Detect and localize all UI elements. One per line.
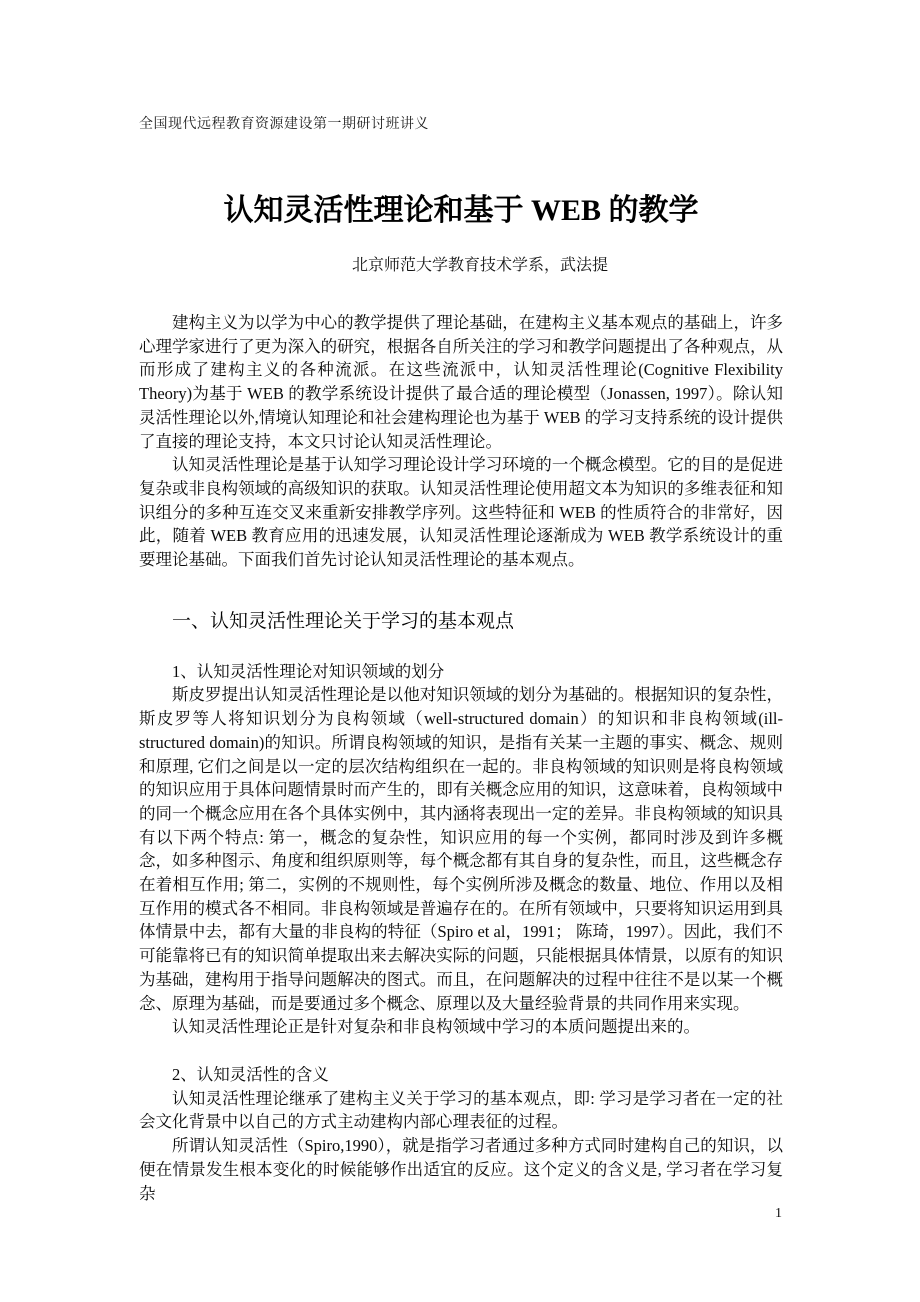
section-1-heading: 一、认知灵活性理论关于学习的基本观点 [172, 610, 515, 632]
intro-paragraph-2: 认知灵活性理论是基于认知学习理论设计学习环境的一个概念模型。它的目的是促进复杂或非良构领域的高级知识的获取。认知灵活性理论使用超文本为知识的多维表征和知识组分的多种互连交叉来重新安排教学序列。这些特征和 WEB 的性质符合的非常好，因此，随着 WEB 教育应用的迅速发展，认知灵活性理论逐渐成为 WEB 教学系统设计的重要理论基础。下面我们首先讨论认知灵活性理论的基本观点。 [139, 455, 783, 570]
intro-paragraph-1: 建构主义为以学为中心的教学提供了理论基础，在建构主义基本观点的基础上，许多心理学家进行了更为深入的研究，根据各自所关注的学习和教学问题提出了各种观点，从而形成了建构主义的各种流派。在这些流派中，认知灵活性理论(Cognitive Flexibility Theory)为基于 WEB 的教学系统设计提供了最合适的理论模型（Jonassen, 1997）。除认知灵活性理论以外,情境认知理论和社会建构理论也为基于 WEB 的学习支持系统的设计提供了直接的理论支持，本文只讨论认知灵活性理论。 [139, 313, 783, 451]
subsection-1-heading: 1、认知灵活性理论对知识领域的划分 [172, 661, 445, 681]
subsection-2-paragraph-2: 所谓认知灵活性（Spiro,1990），就是指学习者通过多种方式同时建构自己的知识，以便在情景发生根本变化的时候能够作出适宜的反应。这个定义的含义是, 学习者在学习复杂 [139, 1136, 783, 1203]
subsection-2-heading: 2、认知灵活性的含义 [172, 1064, 329, 1084]
doc-author-line: 北京师范大学教育技术学系，武法提 [351, 257, 608, 274]
subsection-2-paragraph-1: 认知灵活性理论继承了建构主义关于学习的基本观点，即: 学习是学习者在一定的社会文化背景中以自己的方式主动建构内部心理表征的过程。 [139, 1088, 783, 1132]
page-number: 1 [775, 1206, 782, 1221]
subsection-1-paragraph-1: 斯皮罗提出认知灵活性理论是以他对知识领域的划分为基础的。根据知识的复杂性，斯皮罗等人将知识划分为良构领域（well-structured domain）的知识和非良构领域(ill-structured domain)的知识。所谓良构领域的知识，是指有关某一主题的事实、概念、规则和原理, 它们之间是以一定的层次结构组织在一起的。非良构领域的知识则是将良构领域的知识应用于具体问题情景时而产生的，即有关概念应用的知识，这意味着，良构领域中的同一个概念应用在各个具体实例中，其内涵将表现出一定的差异。非良构领域的知识具有以下两个特点: 第一，概念的复杂性，知识应用的每一个实例，都同时涉及到许多概念，如多种图示、角度和组织原则等，每个概念都有其自身的复杂性，而且，这些概念存在着相互作用; 第二，实例的不规则性，每个实例所涉及概念的数量、地位、作用以及相互作用的模式各不相同。非良构领域是普遍存在的。在所有领域中，只要将知识运用到具体情景中去，都有大量的非良构的特征（Spiro et al，1991； 陈琦，1997）。因此，我们不可能靠将已有的知识简单提取出来去解决实际的问题，只能根据具体情景，以原有的知识为基础，建构用于指导问题解决的图式。而且，在问题解决的过程中往往不是以某一个概念、原理为基础，而是要通过多个概念、原理以及大量经验背景的共同作用来实现。 [139, 685, 783, 1013]
page-title: 认知灵活性理论和基于 WEB 的教学 [223, 194, 699, 227]
page-content [139, 117, 783, 1205]
subsection-1-paragraph-2: 认知灵活性理论正是针对复杂和非良构领域中学习的本质问题提出来的。 [172, 1017, 700, 1037]
doc-header-note: 全国现代远程教育资源建设第一期研讨班讲义 [139, 117, 429, 132]
